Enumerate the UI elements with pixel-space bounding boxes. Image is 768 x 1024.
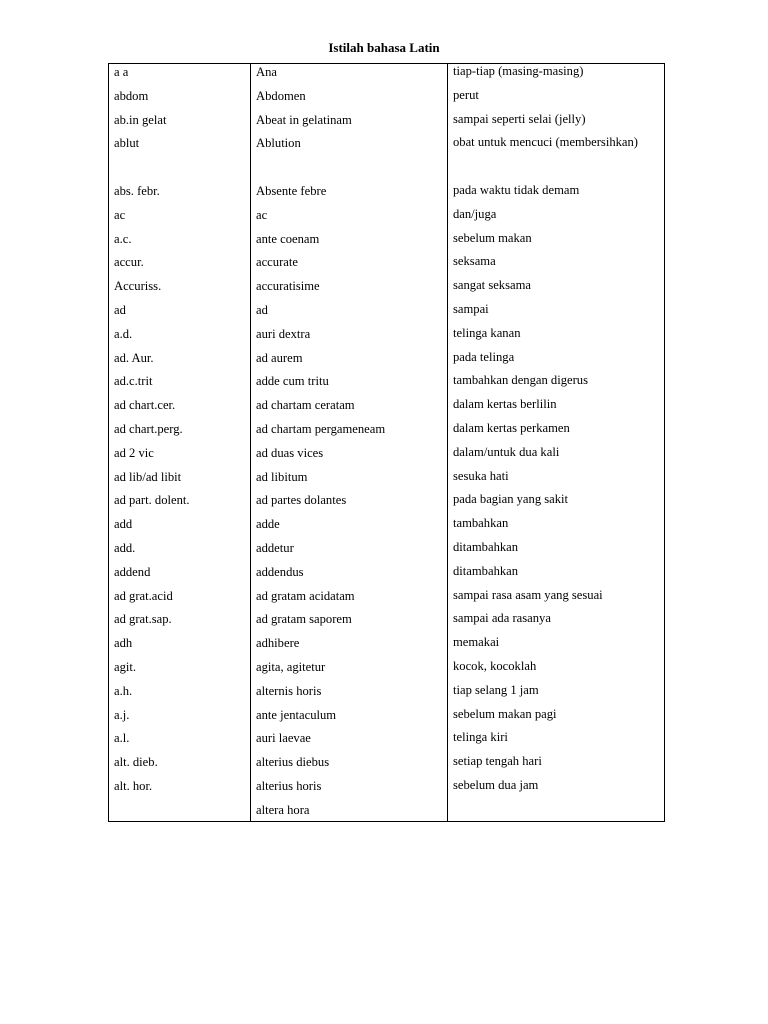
latin-term-cell: addetur bbox=[256, 540, 294, 555]
meaning-cell: sampai rasa asam yang sesuai bbox=[453, 587, 603, 602]
abbreviation-cell: adh bbox=[114, 636, 133, 651]
abbreviation-cell: accur. bbox=[114, 255, 144, 270]
abbreviation-cell: a a bbox=[114, 65, 129, 79]
latin-term-cell: ad libitum bbox=[256, 469, 308, 484]
meaning-cell: sangat seksama bbox=[453, 278, 531, 293]
abbreviation-cell: a.l. bbox=[114, 731, 130, 746]
table-row bbox=[109, 135, 664, 183]
meaning-cell: sesuka hati bbox=[453, 468, 509, 483]
abbreviation-cell: ad chart.cer. bbox=[114, 398, 176, 413]
abbreviation-cell: ad grat.acid bbox=[114, 588, 173, 603]
meaning-cell: ditambahkan bbox=[453, 563, 519, 578]
meaning-cell: sebelum dua jam bbox=[453, 777, 539, 792]
latin-term-cell: ante jentaculum bbox=[256, 707, 337, 722]
meaning-cell: sampai ada rasanya bbox=[453, 611, 551, 626]
abbreviation-cell: ad. Aur. bbox=[114, 350, 154, 365]
meaning-cell: tambahkan dengan digerus bbox=[453, 373, 588, 388]
meaning-cell: dalam kertas perkamen bbox=[453, 420, 570, 435]
latin-term-cell: alterius diebus bbox=[256, 755, 330, 770]
meaning-cell: dan/juga bbox=[453, 206, 497, 221]
meaning-cell: tambahkan bbox=[453, 516, 509, 531]
latin-term-cell: auri laevae bbox=[256, 731, 311, 746]
abbreviation-cell: ac bbox=[114, 207, 126, 222]
latin-term-cell: Abeat in gelatinam bbox=[256, 112, 352, 127]
latin-term-cell: ad chartam ceratam bbox=[256, 398, 355, 413]
latin-term-cell: accurate bbox=[256, 255, 298, 270]
latin-term-cell: adde cum tritu bbox=[256, 374, 329, 389]
meaning-cell: kocok, kocoklah bbox=[453, 658, 537, 673]
latin-term-cell: auri dextra bbox=[256, 326, 311, 341]
latin-term-cell: ac bbox=[256, 207, 268, 222]
meaning-cell: pada bagian yang sakit bbox=[453, 492, 569, 507]
abbreviation-cell: alt. hor. bbox=[114, 778, 153, 793]
abbreviation-cell: ad 2 vic bbox=[114, 445, 154, 460]
latin-term-cell: altera hora bbox=[256, 802, 310, 817]
table-body bbox=[109, 64, 664, 826]
meaning-cell: sampai bbox=[453, 301, 489, 316]
meaning-cell: ditambahkan bbox=[453, 539, 519, 554]
latin-term-cell: Ana bbox=[256, 65, 277, 79]
meaning-cell: perut bbox=[453, 87, 479, 102]
latin-term-cell: ad gratam saporem bbox=[256, 612, 352, 627]
meaning-cell: seksama bbox=[453, 254, 496, 269]
meaning-cell: tiap-tiap (masing-masing) bbox=[453, 64, 584, 78]
meaning-cell: telinga kanan bbox=[453, 325, 521, 340]
meaning-cell: dalam kertas berlilin bbox=[453, 397, 557, 412]
meaning-cell: setiap tengah hari bbox=[453, 754, 542, 769]
abbreviation-cell: ad chart.perg. bbox=[114, 421, 183, 436]
abbreviation-cell: ad grat.sap. bbox=[114, 612, 172, 627]
meaning-cell: telinga kiri bbox=[453, 730, 508, 745]
meaning-cell: pada telinga bbox=[453, 349, 515, 364]
abbreviation-cell: ad bbox=[114, 302, 126, 317]
meaning-cell: sebelum makan pagi bbox=[453, 706, 557, 721]
latin-term-cell: agita, agitetur bbox=[256, 659, 326, 674]
abbreviation-cell: a.c. bbox=[114, 231, 132, 246]
latin-term-cell: ad partes dolantes bbox=[256, 493, 347, 508]
abbreviation-cell: ab.in gelat bbox=[114, 112, 167, 127]
table-row bbox=[109, 778, 664, 802]
meaning-cell: dalam/untuk dua kali bbox=[453, 444, 560, 459]
latin-term-cell: adde bbox=[256, 517, 280, 532]
abbreviation-cell: a.j. bbox=[114, 707, 130, 722]
meaning-cell: obat untuk mencuci (membersihkan) bbox=[453, 135, 639, 150]
latin-term-cell: alterius horis bbox=[256, 778, 322, 793]
abbreviation-cell: add bbox=[114, 517, 133, 532]
latin-term-cell: ad bbox=[256, 302, 268, 317]
abbreviation-cell: a.h. bbox=[114, 683, 133, 698]
latin-term-cell: Ablution bbox=[256, 136, 301, 151]
abbreviation-cell: ad part. dolent. bbox=[114, 493, 190, 508]
meaning-cell: sampai seperti selai (jelly) bbox=[453, 111, 586, 126]
table-row bbox=[109, 802, 664, 826]
latin-term-cell: Abdomen bbox=[256, 88, 306, 103]
abbreviation-cell: alt. dieb. bbox=[114, 755, 158, 770]
abbreviation-cell: add. bbox=[114, 540, 136, 555]
latin-term-cell: accuratisime bbox=[256, 279, 320, 294]
abbreviation-cell: ad.c.trit bbox=[114, 374, 153, 389]
latin-term-cell: adhibere bbox=[256, 636, 300, 651]
abbreviation-cell: abs. febr. bbox=[114, 183, 160, 198]
latin-term-cell: addendus bbox=[256, 564, 304, 579]
abbreviation-cell: addend bbox=[114, 564, 151, 579]
abbreviation-cell: Accuriss. bbox=[114, 279, 162, 294]
latin-term-cell: ad aurem bbox=[256, 350, 303, 365]
page-title: Istilah bahasa Latin bbox=[328, 40, 440, 55]
latin-term-cell: ad chartam pergameneam bbox=[256, 421, 386, 436]
meaning-cell: sebelum makan bbox=[453, 230, 532, 245]
meaning-cell: pada waktu tidak demam bbox=[453, 182, 580, 197]
latin-terms-table bbox=[108, 63, 665, 822]
latin-term-cell: ad duas vices bbox=[256, 445, 324, 460]
meaning-cell: memakai bbox=[453, 635, 500, 650]
latin-term-cell: ad gratam acidatam bbox=[256, 588, 355, 603]
latin-term-cell: ante coenam bbox=[256, 231, 320, 246]
latin-term-cell: alternis horis bbox=[256, 683, 322, 698]
abbreviation-cell: a.d. bbox=[114, 326, 133, 341]
meaning-cell: tiap selang 1 jam bbox=[453, 682, 539, 697]
latin-term-cell: Absente febre bbox=[256, 183, 327, 198]
abbreviation-cell: agit. bbox=[114, 659, 137, 674]
abbreviation-cell: ad lib/ad libit bbox=[114, 469, 182, 484]
abbreviation-cell: abdom bbox=[114, 88, 149, 103]
abbreviation-cell: ablut bbox=[114, 136, 140, 151]
